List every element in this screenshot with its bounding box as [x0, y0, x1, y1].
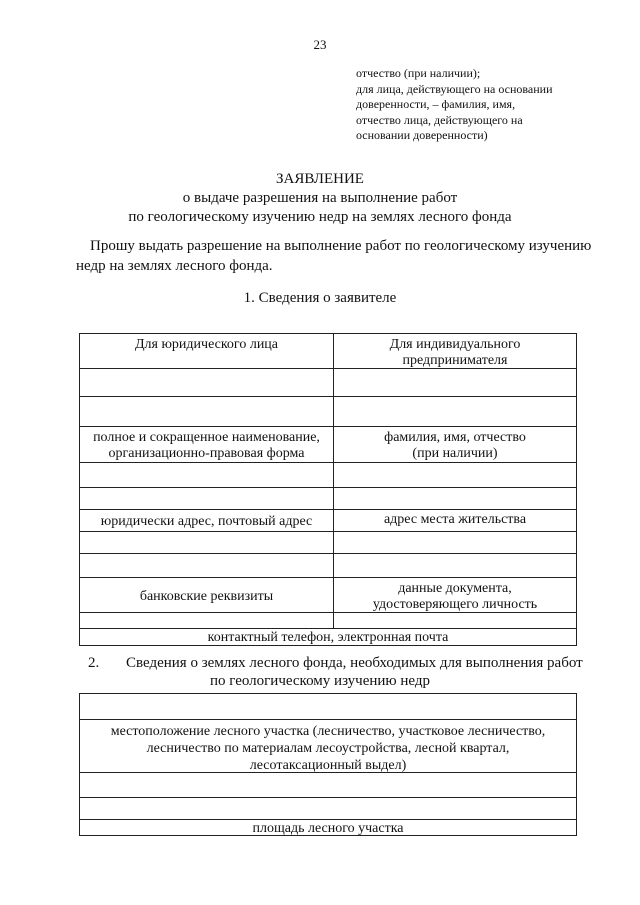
document-subtitle: по геологическому изучению недр на землях лесного фонда — [128, 209, 512, 225]
table-row-divider — [79, 719, 577, 720]
header-note-line: отчество (при наличии); — [356, 66, 481, 80]
label-identity-document: данные документа, — [398, 581, 512, 596]
section1-heading: 1. Сведения о заявителе — [243, 290, 397, 306]
intro-line: недр на землях лесного фонда. — [76, 258, 273, 274]
document-subtitle: о выдаче разрешения на выполнение работ — [182, 190, 458, 206]
table-row-divider — [79, 577, 577, 578]
label-forest-location: лесничество по материалам лесоустройства, лесной квартал, — [146, 741, 510, 756]
table-row-divider — [79, 462, 577, 463]
label-residence-address: адрес места жительства — [383, 512, 527, 527]
label-bank-details: банковские реквизиты — [139, 589, 274, 604]
section2-heading: по геологическому изучению недр — [209, 673, 431, 689]
table-row-divider — [79, 487, 577, 488]
table-border-right — [576, 333, 577, 646]
label-forest-area: площадь лесного участка — [252, 821, 404, 836]
label-full-name: полное и сокращенное наименование, — [93, 430, 320, 445]
label-person-name: (при наличии) — [412, 446, 498, 461]
table-border-top — [79, 693, 577, 694]
label-forest-location: лесотаксационный выдел) — [249, 758, 407, 773]
label-person-name: фамилия, имя, отчество — [384, 430, 526, 445]
header-note-line: для лица, действующего на основании — [356, 81, 553, 96]
table-row-divider — [79, 531, 577, 532]
column-header-entrepreneur: Для индивидуального — [389, 337, 521, 352]
header-note-line: отчество лица, действующего на — [356, 112, 523, 127]
table-border-top — [79, 333, 577, 334]
table-row-divider — [79, 509, 577, 510]
page-number: 23 — [313, 37, 327, 52]
document-title: ЗАЯВЛЕНИЕ — [276, 171, 364, 187]
table-row-divider — [79, 396, 577, 397]
section2-heading: Сведения о землях лесного фонда, необходимых для выполнения работ — [126, 655, 583, 671]
header-note — [356, 66, 553, 144]
section2-number: 2. — [88, 655, 100, 671]
label-full-name: организационно-правовая форма — [108, 446, 305, 461]
label-legal-address: юридически адрес, почтовый адрес — [100, 514, 313, 529]
intro-paragraph — [76, 236, 592, 276]
label-forest-location: местоположение лесного участка (лесничество, участковое лесничество, — [110, 724, 546, 739]
table-border-right — [576, 693, 577, 836]
table-row-divider — [79, 553, 577, 554]
table-row-divider — [79, 797, 577, 798]
column-header-entrepreneur: предпринимателя — [402, 353, 508, 368]
intro-line: Прошу выдать разрешение на выполнение работ по геологическому изучению — [90, 238, 592, 254]
label-identity-document: удостоверяющего личность — [372, 597, 538, 612]
header-note-line: основании доверенности) — [356, 128, 488, 142]
table-row-divider — [79, 426, 577, 427]
label-contacts: контактный телефон, электронная почта — [207, 630, 449, 645]
header-note-line: доверенности, – фамилия, имя, — [356, 97, 516, 111]
column-header-legal-entity: Для юридического лица — [134, 337, 279, 352]
